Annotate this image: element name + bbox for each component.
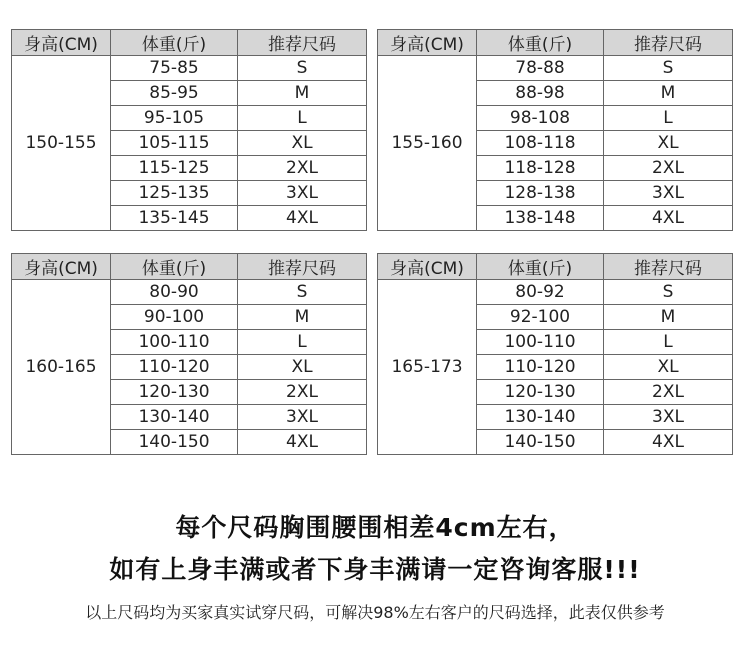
weight-cell: 88-98 [477, 81, 604, 106]
weight-cell: 75-85 [111, 56, 238, 81]
weight-header: 体重(斤) [477, 30, 604, 56]
size-table-150-155 [11, 29, 367, 231]
size-cell: 4XL [238, 430, 367, 455]
size-cell: 2XL [604, 380, 733, 405]
height-header: 身高(CM) [378, 30, 477, 56]
size-cell: L [604, 330, 733, 355]
size-cell: M [238, 305, 367, 330]
table-row [378, 56, 733, 81]
weight-cell: 140-150 [477, 430, 604, 455]
weight-cell: 120-130 [477, 380, 604, 405]
weight-cell: 90-100 [111, 305, 238, 330]
weight-cell: 130-140 [477, 405, 604, 430]
height-header: 身高(CM) [378, 254, 477, 280]
weight-cell: 100-110 [111, 330, 238, 355]
table-row [12, 56, 367, 81]
size-cell: 3XL [604, 405, 733, 430]
weight-header: 体重(斤) [111, 254, 238, 280]
weight-cell: 120-130 [111, 380, 238, 405]
height-range-cell: 155-160 [378, 56, 477, 231]
table-row [378, 280, 733, 305]
weight-header: 体重(斤) [477, 254, 604, 280]
size-cell: 3XL [604, 181, 733, 206]
size-cell: L [604, 106, 733, 131]
weight-cell: 105-115 [111, 131, 238, 156]
size-cell: 2XL [238, 380, 367, 405]
weight-cell: 115-125 [111, 156, 238, 181]
height-range-cell: 150-155 [12, 56, 111, 231]
size-cell: S [604, 56, 733, 81]
size-header: 推荐尺码 [238, 254, 367, 280]
size-cell: 4XL [604, 206, 733, 231]
size-cell: 4XL [604, 430, 733, 455]
size-cell: S [604, 280, 733, 305]
weight-cell: 100-110 [477, 330, 604, 355]
weight-cell: 135-145 [111, 206, 238, 231]
size-cell: 2XL [238, 156, 367, 181]
size-header: 推荐尺码 [604, 254, 733, 280]
size-cell: 2XL [604, 156, 733, 181]
height-header: 身高(CM) [12, 254, 111, 280]
weight-cell: 128-138 [477, 181, 604, 206]
weight-cell: 125-135 [111, 181, 238, 206]
size-cell: XL [604, 355, 733, 380]
weight-cell: 110-120 [111, 355, 238, 380]
weight-cell: 140-150 [111, 430, 238, 455]
note-contact-service: 如有上身丰满或者下身丰满请一定咨询客服!!! [109, 555, 641, 584]
size-cell: XL [238, 355, 367, 380]
size-cell: L [238, 330, 367, 355]
weight-cell: 95-105 [111, 106, 238, 131]
size-table-155-160 [377, 29, 733, 231]
size-header: 推荐尺码 [604, 30, 733, 56]
weight-cell: 98-108 [477, 106, 604, 131]
weight-cell: 92-100 [477, 305, 604, 330]
weight-cell: 108-118 [477, 131, 604, 156]
weight-header: 体重(斤) [111, 30, 238, 56]
size-header: 推荐尺码 [238, 30, 367, 56]
size-cell: XL [604, 131, 733, 156]
size-cell: M [604, 81, 733, 106]
height-range-cell: 165-173 [378, 280, 477, 455]
size-cell: M [238, 81, 367, 106]
weight-cell: 138-148 [477, 206, 604, 231]
weight-cell: 80-90 [111, 280, 238, 305]
size-cell: 4XL [238, 206, 367, 231]
size-cell: S [238, 56, 367, 81]
size-cell: 3XL [238, 405, 367, 430]
weight-cell: 80-92 [477, 280, 604, 305]
weight-cell: 78-88 [477, 56, 604, 81]
size-cell: 3XL [238, 181, 367, 206]
note-disclaimer: 以上尺码均为买家真实试穿尺码，可解决98%左右客户的尺码选择，此表仅供参考 [85, 603, 665, 622]
height-header: 身高(CM) [12, 30, 111, 56]
note-measurement-difference: 每个尺码胸围腰围相差4cm左右， [175, 513, 575, 542]
size-cell: S [238, 280, 367, 305]
weight-cell: 118-128 [477, 156, 604, 181]
size-cell: L [238, 106, 367, 131]
table-row [12, 280, 367, 305]
height-range-cell: 160-165 [12, 280, 111, 455]
weight-cell: 85-95 [111, 81, 238, 106]
weight-cell: 110-120 [477, 355, 604, 380]
size-cell: XL [238, 131, 367, 156]
size-table-160-165 [11, 253, 367, 455]
size-cell: M [604, 305, 733, 330]
size-table-165-173 [377, 253, 733, 455]
weight-cell: 130-140 [111, 405, 238, 430]
